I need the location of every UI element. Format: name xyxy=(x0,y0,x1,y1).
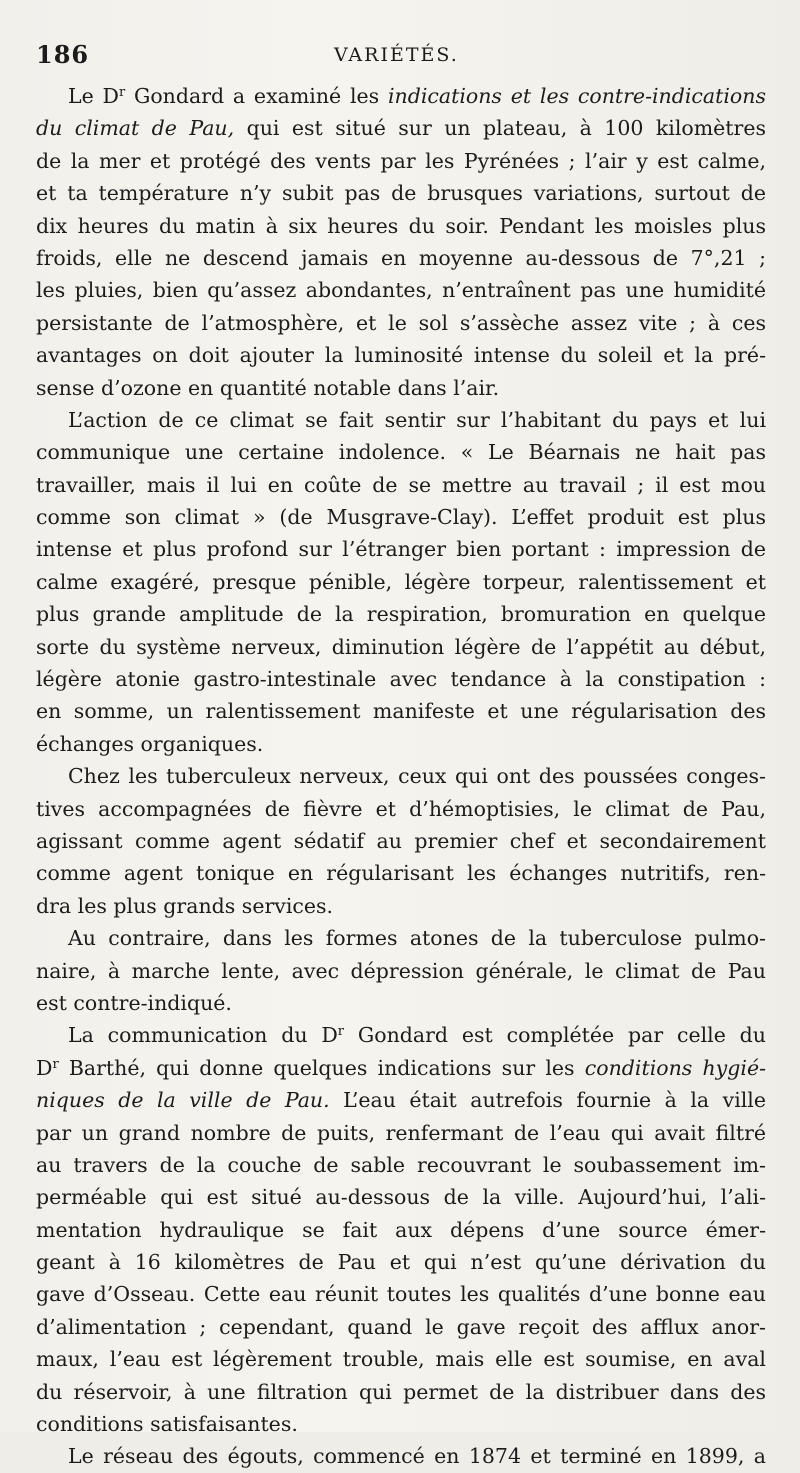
body-text xyxy=(36,80,766,1473)
text-line: dra les plus grands services. xyxy=(36,893,334,918)
text-line: d’alimentation ; cependant, quand le gave reçoit des afflux anor- xyxy=(36,1314,766,1339)
text-line: mentation hydraulique se fait aux dépens d’une source émer- xyxy=(36,1217,766,1242)
text-line: légère atonie gastro-intestinale avec tendance à la constipation : xyxy=(36,667,766,692)
text-line: Au contraire, dans les formes atones de la tuberculose pulmo- xyxy=(68,926,766,951)
text-line: perméable qui est situé au-dessous de la ville. Aujourd’hui, l’ali- xyxy=(36,1185,766,1210)
text-line: gave d’Osseau. Cette eau réunit toutes les qualités d’une bonne eau xyxy=(36,1282,766,1307)
text-line: comme agent tonique en régularisant les échanges nutritifs, ren- xyxy=(36,861,766,886)
text-line: avantages on doit ajouter la luminosité intense du soleil et la pré- xyxy=(36,343,766,368)
text-line: comme son climat » (de Musgrave-Clay). L’effet produit est plus xyxy=(36,505,766,530)
paragraph xyxy=(36,1440,766,1472)
text-line: froids, elle ne descend jamais en moyenne au-dessous de 7°,21 ; xyxy=(36,245,766,270)
text-line: tives accompagnées de fièvre et d’hémoptisies, le climat de Pau, xyxy=(36,796,766,821)
text-line: du climat de Pau, qui est situé sur un plateau, à 100 kilomètres xyxy=(36,116,766,141)
text-line: échanges organiques. xyxy=(36,731,264,756)
text-line: par un grand nombre de puits, renfermant de l’eau qui avait filtré xyxy=(36,1120,766,1145)
text-line: du réservoir, à une filtration qui permet de la distribuer dans des xyxy=(36,1379,766,1404)
text-line: La communication du $D^r$ Gondard est complétée par celle du xyxy=(68,1023,766,1048)
page-number: 186 xyxy=(36,40,90,69)
running-head: VARIÉTÉS. xyxy=(334,44,459,66)
text-line: naire, à marche lente, avec dépression générale, le climat de Pau xyxy=(36,958,766,983)
paragraph xyxy=(36,760,766,922)
text-line: communique une certaine indolence. « Le Béarnais ne hait pas xyxy=(36,440,766,465)
text-line: Le $D^r$ Gondard a examiné les indications et les contre-indications xyxy=(68,84,766,108)
text-line: conditions satisfaisantes. xyxy=(36,1412,298,1437)
text-line: Le réseau des égouts, commencé en 1874 et terminé en 1899, a xyxy=(68,1444,766,1469)
text-line: travailler, mais il lui en coûte de se mettre au travail ; il est mou xyxy=(36,472,766,497)
text-line: calme exagéré, presque pénible, légère torpeur, ralentissement et xyxy=(36,569,766,594)
text-line: de la mer et protégé des vents par les Pyrénées ; l’air y est calme, xyxy=(36,148,766,173)
text-line: en somme, un ralentissement manifeste et une régularisation des xyxy=(36,699,766,724)
text-line: intense et plus profond sur l’étranger bien portant : impression de xyxy=(36,537,766,562)
text-line: sorte du système nerveux, diminution légère de l’appétit au début, xyxy=(36,634,766,659)
text-line: L’action de ce climat se fait sentir sur l’habitant du pays et lui xyxy=(68,407,766,432)
text-line: niques de la ville de Pau. L’eau était autrefois fournie à la ville xyxy=(36,1088,766,1113)
text-line: maux, l’eau est légèrement trouble, mais elle est soumise, en aval xyxy=(36,1347,766,1372)
paragraph xyxy=(36,404,766,760)
text-line: agissant comme agent sédatif au premier chef et secondairement xyxy=(36,828,766,853)
text-line: est contre-indiqué. xyxy=(36,990,232,1015)
paragraph xyxy=(36,922,766,1019)
text-line: dix heures du matin à six heures du soir. Pendant les moisles plus xyxy=(36,213,766,238)
text-line: geant à 16 kilomètres de Pau et qui n’est qu’une dérivation du xyxy=(36,1250,766,1275)
text-line: $D^r$ Barthé, qui donne quelques indications sur les conditions hygié- xyxy=(36,1055,766,1080)
text-line: persistante de l’atmosphère, et le sol s’assèche assez vite ; à ces xyxy=(36,310,766,335)
text-line: les pluies, bien qu’assez abondantes, n’entraînent pas une humidité xyxy=(36,278,766,303)
text-line: Chez les tuberculeux nerveux, ceux qui ont des poussées conges- xyxy=(68,764,766,789)
page-header xyxy=(36,40,760,74)
text-line: et ta température n’y subit pas de brusques variations, surtout de xyxy=(36,181,766,206)
paragraph xyxy=(36,80,766,404)
text-line: au travers de la couche de sable recouvrant le soubassement im- xyxy=(36,1152,766,1177)
paragraph xyxy=(36,1019,766,1440)
text-line: sense d’ozone en quantité notable dans l’air. xyxy=(36,375,500,400)
text-line: plus grande amplitude de la respiration, bromuration en quelque xyxy=(36,602,766,627)
